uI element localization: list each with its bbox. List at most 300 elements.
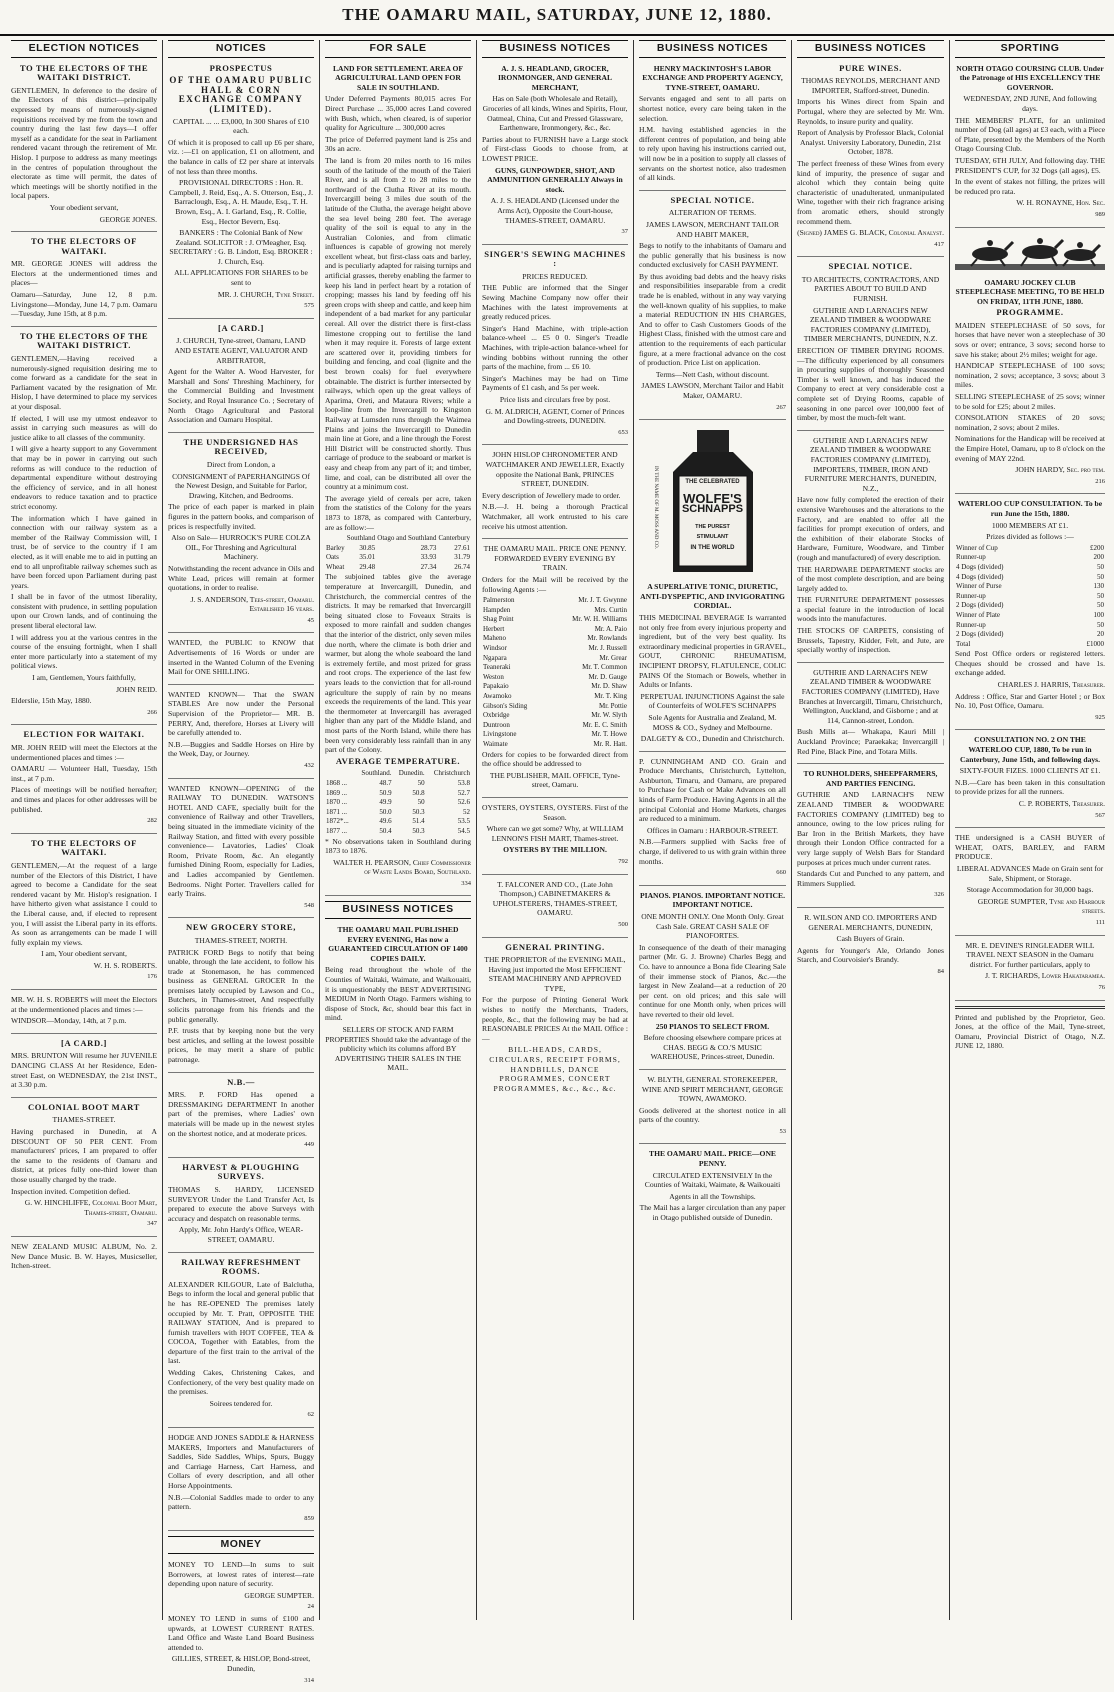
advert xyxy=(168,923,314,1072)
advert xyxy=(168,1258,314,1429)
table-cell: Windsor xyxy=(483,644,507,653)
advert-text: MR. JOHN REID will meet the Electors at the undermentioned places and times :— xyxy=(11,743,157,762)
advert-text: The average yield of cereals per acre, taken from the statistics of the Colony for the years 1873 to 1878, as compared with Canterbury, are as follow:— xyxy=(325,493,471,532)
table-cell: 53.5 xyxy=(457,817,470,826)
advert-signature: JAMES LAWSON, Merchant Tailor and Habit Maker, OAMARU. xyxy=(641,381,784,400)
advert xyxy=(168,784,314,919)
table-cell: 50 xyxy=(417,778,425,787)
advert xyxy=(482,803,628,875)
advert-text: BANKERS : The Colonial Bank of New Zealand. SOLICITOR : J. O'Meagher, Esq. SECRETARY : G. B. Lindott, Esq. BROKER : J. Church, Esq. xyxy=(169,228,313,266)
advert-text: CONSIGNMENT of PAPERHANGINGS Of the Newest Design, and Suitable for Parlor, Drawing, Kitchen, and Bedrooms. xyxy=(172,471,310,500)
table-cell: Runner-up xyxy=(956,620,986,629)
agent-row xyxy=(482,644,628,654)
advert-text: I will give a hearty support to any Government that may be in power in carrying out such reforms as will conduce to the reduction of departmental expenditure without destroying the efficiency of service, and in all honest endeavors to reduce taxation and to practice strict economy. xyxy=(11,444,157,511)
table-row xyxy=(325,808,471,818)
table-cell: Palmerston xyxy=(483,596,515,605)
advert-text: WANTED KNOWN— That the SWAN STABLES Are now under the Personal Supervision of the Proprietor— MR. B. PERRY, And, therefore, Horses at Livery will be carefully attended to. xyxy=(168,689,314,738)
section-header-money: MONEY xyxy=(168,1536,314,1554)
advert xyxy=(482,450,628,539)
table-cell: 30.85 xyxy=(359,543,376,552)
yield-table xyxy=(325,534,471,572)
advert-text: MR. GEORGE JONES will address the Electors at the undermentioned times and places— xyxy=(11,259,157,288)
advert-text: WINDSOR—Monday, 14th, at 7 p.m. xyxy=(11,1016,127,1026)
advert xyxy=(639,582,786,752)
advert-text: N.B.—Farmers supplied with Sacks free of charge, if delivered to us with grain within three months. xyxy=(639,837,786,866)
advert-text: Every description of Jewellery made to order. xyxy=(482,490,621,500)
advert-number: 176 xyxy=(147,973,157,981)
advert-text: The land is from 20 miles north to 16 miles south of the latitude of the mouth of the Taieri River, and is all from 2 to 28 miles to the northward of the Clutha River at its mouth. Invercargill being 3 miles due south of the latitude of the Clutha, the average height above the sea level being 280 feet. The average quality of the soil is equal to any in the Australian Colonies, and from climatic influences is capable of growing not merely excellent wheat, but first-class oats and barley, and is peculiarly adapted for raising turnips and artificial grasses, thereby enabling the farmer to keep his land in perfect heart by a rotation of cropping; masses his land by feeding off his green crops with sheep and cattle, and keep him independent of a bad market for any particular cereal. All over the district there is first-class limestone cropping out to fertilise the land when it may require it. Forests of large extent are scattered over it, providing timbers for building and fencing, and coal (lignite and the best brown coals) for fuel everywhere obtainable. The district is further intersected by railways, which open up the great valleys of Aparima, Oreti, and Mataura Rivers; while a loop-line from the Invercargill to Kingston Railway at Lumsden runs through the Waimea Plains and joins the Invercargill to Dunedin main line at Gore, and a line through the Forest Hill District will be constructed shortly. Thus carriage of produce to the seaboard or market is easy and cheap from any part of it; and timber, lime, and coal, can be distributed all over the country at a minimum cost. xyxy=(325,155,471,492)
table-cell: 50.3 xyxy=(412,826,425,835)
table-cell: 4 Dogs (divided) xyxy=(956,572,1004,581)
advert-number: 792 xyxy=(618,857,628,865)
advert-text: MRS. BRUNTON Will resume her JUVENILE DANCING CLASS At her Residence, Eden-street East, on WEDNESDAY, the 21st INST., at 3.30 p.m. xyxy=(11,1051,157,1090)
advert xyxy=(168,1078,314,1158)
advert-heading: GENERAL PRINTING. xyxy=(505,941,605,952)
advert xyxy=(168,64,314,319)
printer-imprint: Printed and published by the Proprietor, Geo. Jones, at the office of the Mail, Tyne-street, Oamaru, Provincial District of Otago, N.Z. JUNE 12, 1880. xyxy=(955,1012,1105,1051)
advert xyxy=(482,250,628,446)
advert-text: In consequence of the death of their managing partner (Mr. G. J. Browne) Charles Begg and Co. have to announce a Bona fide Clearing Sale of their immense stock of Pianos, &c.—the largest in New Zealand—at a reduction of 20 per cent. on old prices; and this sale will continue for one Month only, when prices will have reverted to their old level. xyxy=(639,942,786,1019)
advert xyxy=(639,196,786,420)
advert-text: Bush Mills at— Whakapa, Kauri Mill | Auckland Province; Paraekaka; Invercargill | Red Pine, Black Pine, and Totara Mills. xyxy=(797,727,944,756)
advert xyxy=(168,1163,314,1253)
advert-text: THE OAMARU MAIL. PRICE ONE PENNY. FORWARDED EVERY EVENING BY TRAIN. xyxy=(483,544,627,573)
advert-number: 266 xyxy=(147,708,157,716)
advert-text: THE OAMARU MAIL. PRICE—ONE PENNY. xyxy=(649,1149,776,1169)
masthead xyxy=(0,0,1114,36)
advert-text: The price of Deferred payment land is 25s and 30s an acre. xyxy=(325,134,471,154)
advert-text: PIANOS. PIANOS. IMPORTANT NOTICE. IMPORTANT NOTICE. xyxy=(639,890,785,910)
table-cell: Mr. D. Shaw xyxy=(591,682,627,691)
table-cell: 1869 ... xyxy=(326,788,347,797)
table-cell: 50.4 xyxy=(379,826,392,835)
advert-text: ONE MONTH ONLY. One Month Only. Great Cash Sale. GREAT CASH SALE OF PIANOFORTES. xyxy=(641,912,784,941)
advert-text: GUTHRIE AND LARNACH'S NEW ZEALAND TIMBER & WOODWARE FACTORIES COMPANY (LIMITED), TIMBER MERCHANTS, DUNEDIN, N.Z. xyxy=(803,305,938,344)
advert xyxy=(482,880,628,938)
advert-number: 432 xyxy=(304,762,314,769)
advert xyxy=(482,943,628,1101)
advert-text: Having purchased in Dunedin, at A DISCOUNT OF 50 PER CENT. From manufacturers' prices, I am prepared to offer the same to the residents of Oamaru and district, at prices fully one-third lower than those usually charged by the trade. xyxy=(11,1127,157,1184)
advert xyxy=(639,1075,786,1145)
advert-text: Nominations for the Handicap will be received at the Empire Hotel, Oamaru, up to 8 o'clock on the evening of MAY 22nd. xyxy=(955,434,1105,463)
advert-text: THE OAMARU MAIL PUBLISHED EVERY EVENING, Has now a GUARANTEED CIRCULATION OF 1400 COPIES DAILY. xyxy=(328,925,468,963)
advert-text: A. J. S. HEADLAND, GROCER, IRONMONGER, AND GENERAL MERCHANT, xyxy=(497,63,613,92)
table-cell: 33.93 xyxy=(420,553,437,562)
advert-text: Your obedient servant, xyxy=(49,202,119,212)
advert-signature: MR. J. CHURCH, Tyne Street. xyxy=(217,289,314,299)
advert-text: Inspection invited. Competition defied. xyxy=(11,1186,131,1196)
bottle-side-text: IN THE NAME OF M. MOSS AND CO. xyxy=(653,466,659,550)
advert xyxy=(325,925,471,1080)
prize-row xyxy=(955,553,1105,563)
table-cell: £1000 xyxy=(1086,639,1104,648)
advert-text: Wedding Cakes, Christening Cakes, and Confectionery, of the very best quality made on the premises. xyxy=(168,1368,314,1397)
table-row xyxy=(325,563,471,573)
advert xyxy=(797,913,944,984)
column-business-2 xyxy=(634,40,792,1620)
advert-text: GENTLEMEN,—At the request of a large number of the Electors of this District, I have agreed to become a Candidate for the seat rendered vacant by Mr. Hislop's resignation. I have hitherto given what assistance I could to the Liberal cause, and, if elected to represent you, I will assist the Liberal party in its efforts. As soon as arrangements can be made I will fully explain my views. xyxy=(11,860,157,947)
table-cell: 4 Dogs (divided) xyxy=(956,562,1004,571)
advert-number: 45 xyxy=(307,616,314,624)
advert-text: I am, Gentlemen, Yours faithfully, xyxy=(32,673,136,683)
table-cell: 52 xyxy=(463,807,470,816)
advert-text: Orders for the Mail will be received by the following Agents :— xyxy=(482,574,628,594)
advert xyxy=(168,324,314,433)
table-cell: Mr. Grear xyxy=(599,653,627,662)
advert-signature: A. J. S. HEADLAND (Licensed under the Arms Act), Opposite the Court-house, THAMES-STREET, OAMARU. xyxy=(490,196,620,225)
prize-row xyxy=(955,640,1105,650)
advert-text: Under Deferred Payments 80,015 acres For Direct Purchase ... 35,000 acres Land covered with Bush, which, when cleared, is of superior quality for Agriculture ... 300,000 acres xyxy=(325,94,471,133)
advert-text: GILLIES, STREET, & HISLOP, Bond-street, Dunedin, xyxy=(171,1654,311,1673)
advert-text: A SUPERLATIVE TONIC, DIURETIC, ANTI-DYSPEPTIC, AND INVIGORATING CORDIAL. xyxy=(640,582,785,611)
table-header-row xyxy=(325,769,471,779)
advert-text: BILL-HEADS, CARDS, CIRCULARS, RECEIPT FORMS, HANDBILLS, DANCE PROGRAMMES, CONCERT PROGRAMMES, &c., &c., &c. xyxy=(489,1045,621,1093)
column-header: SPORTING xyxy=(955,40,1105,58)
advert-text: I am, Your obedient servant, xyxy=(41,949,127,959)
horses-icon xyxy=(955,234,1105,272)
advert-text: * No observations taken in Southland during 1873 to 1876. xyxy=(325,836,471,856)
advert xyxy=(11,237,157,327)
advert-text: Agents for Younger's Ale, Orlando Jones Starch, and Courvoisier's Brandy. xyxy=(797,945,944,965)
advert xyxy=(482,544,628,798)
advert xyxy=(639,1149,786,1229)
advert-heading: SPECIAL NOTICE. xyxy=(670,194,755,205)
advert xyxy=(168,438,314,634)
bottle-label-line: SCHNAPPS xyxy=(681,503,744,516)
divider xyxy=(955,1006,1105,1009)
table-cell: Mr. A. Paio xyxy=(594,624,627,633)
advert-heading: TO THE ELECTORS OF THE WAITAKI DISTRICT. xyxy=(19,62,149,83)
table-cell: Mr. W. Slyth xyxy=(591,711,627,720)
table-row xyxy=(325,817,471,827)
advert-text: Send Post Office orders or registered letters. Cheques should be crossed and have 1s. exchange added. xyxy=(955,649,1105,678)
advert-text: Soirees tendered for. xyxy=(209,1398,273,1408)
column-header: BUSINESS NOTICES xyxy=(482,40,628,58)
advert-text: Apply, Mr. John Hardy's Office, WEAR-STREET, OAMARU. xyxy=(178,1225,304,1244)
advert-text: Price lists and circulars free by post. xyxy=(499,395,611,404)
advert-text: Agents in all the Townships. xyxy=(669,1191,756,1201)
prizes-table xyxy=(955,544,1105,650)
advert-text: TUESDAY, 6TH JULY, And following day. THE PRESIDENT'S CUP, for 32 Dogs (all ages), £5. xyxy=(955,155,1105,175)
table-cell: 50 xyxy=(1097,572,1104,581)
advert-signature: J. S. ANDERSON, Tees-street, Oamaru. Established 16 years. xyxy=(190,594,314,614)
advert xyxy=(955,499,1105,730)
column-header: ELECTION NOTICES xyxy=(11,40,157,58)
advert-heading: HARVEST & PLOUGHING SURVEYS. xyxy=(182,1161,300,1182)
advert-text: Prizes divided as follows :— xyxy=(986,532,1074,542)
advert-signature: GEORGE SUMPTER. xyxy=(244,1590,314,1600)
advert-number: 567 xyxy=(1095,811,1105,819)
advert-text: Places of meetings will be notified hereafter; and times and places for other addresses will be published. xyxy=(11,785,157,814)
advert-number: 859 xyxy=(304,1514,314,1522)
table-cell: 29.48 xyxy=(359,562,376,571)
column-sporting xyxy=(950,40,1110,1620)
advert-text: ALEXANDER KILGOUR, Late of Balclutha, Begs to inform the local and general public that he has RE-OPENED The premises lately occupied by Mr. T. Pratt, OPPOSITE THE RAILWAY STATION, And is prepared to furnish travellers with HOT COFFEE, TEA & COCOA, Together with Eatables, from the departure of the first train to the arrival of the last. xyxy=(168,1279,314,1366)
table-cell: Wheat xyxy=(326,562,345,571)
masthead-title: THE OAMARU MAIL, SATURDAY, JUNE 12, 1880. xyxy=(342,5,772,24)
advert-signature: G. M. ALDRICH, AGENT, Corner of Princes and Dowling-streets, DUNEDIN. xyxy=(485,406,625,426)
table-cell: 48.7 xyxy=(379,778,392,787)
advert-date: Elderslie, 15th May, 1880. xyxy=(11,696,92,706)
advert-text: MR. W. H. S. ROBERTS will meet the Electors at the undermentioned places and times :— xyxy=(11,995,157,1014)
column-for-sale xyxy=(320,40,477,1620)
table-cell: 52.7 xyxy=(457,788,470,797)
table-cell: Livingstone xyxy=(483,730,517,739)
advert-text: Also on Sale— HURROCK'S PURE COLZA OIL, For Threshing and Agricultural Machinery. xyxy=(171,533,311,562)
advert-text: THE FURNITURE DEPARTMENT possesses a special feature in the introduction of local woods into the manufactures. xyxy=(797,595,944,624)
advert xyxy=(639,891,786,1070)
advert-text: LIBERAL ADVANCES Made on Grain sent for Sale, Shipment, or Storage. xyxy=(956,863,1104,883)
advert-text: JAMES LAWSON, MERCHANT TAILOR AND HABIT MAKER, xyxy=(645,219,780,239)
advert-text: WEDNESDAY, 2ND JUNE, And following days. xyxy=(963,94,1097,113)
advert-text: N.B.—Colonial Saddles made to order to any pattern. xyxy=(168,1492,314,1512)
advert-text: MONEY TO LEND—In sums to suit Borrowers, at lowest rates of interest—rate depending upon nature of security. xyxy=(168,1559,314,1589)
column-notices xyxy=(163,40,320,1684)
advert xyxy=(11,1242,157,1278)
prize-row xyxy=(955,601,1105,611)
advert-text: CIRCULATED EXTENSIVELY In the Counties of Waitaki, Waimate, & Waikouaiti xyxy=(644,1170,781,1190)
table-cell: Runner-up xyxy=(956,553,986,562)
advert-text: Orders for copies to be forwarded direct from the office should be addressed to xyxy=(482,749,628,769)
table-cell: 50 xyxy=(1097,620,1104,629)
advert xyxy=(955,941,1105,1001)
table-cell: 1870 ... xyxy=(326,798,347,807)
advert-text: Imports his Wines direct from Spain and Portugal, where they are selected by Mr. Wm. Reynolds, to insure purity and quality. xyxy=(797,97,944,126)
advert-text: Direct from London, a xyxy=(206,459,276,469)
table-cell: Shag Point xyxy=(483,615,514,624)
advert-signature: W. H. S. ROBERTS. xyxy=(93,960,157,970)
advert xyxy=(797,262,944,431)
advert-signature: GEORGE JONES. xyxy=(99,214,157,224)
advert-text: HENRY MACKINTOSH'S LABOR EXCHANGE AND PROPERTY AGENCY, TYNE-STREET, OAMARU. xyxy=(642,63,783,92)
column-election-notices xyxy=(6,40,163,1620)
advert-text: ERECTION OF TIMBER DRYING ROOMS.—The difficulty experienced by all consumers in procuring supplies of thoroughly Seasoned Timber is well known, and has induced the Company to erect at very considerable cost a complete set of Drying Rooms, capable of seasoning in one parcel over 100,000 feet of timber, by most the much-felt want. xyxy=(797,346,944,423)
table-cell: Teaneraki xyxy=(483,663,511,672)
advert-heading: [A CARD.] xyxy=(218,322,264,333)
advert xyxy=(797,668,944,764)
advert-heading: TO THE ELECTORS OF WAITAKI. xyxy=(30,236,138,256)
advert-text: THE STOCKS OF CARPETS, consisting of Brussels, Tapestry, Kidder, Felt, and Jute, are specially worthy of inspection. xyxy=(797,626,944,655)
advert-text: GUTHRIE AND LARNACH'S NEW ZEALAND TIMBER & WOODWARE FACTORIES COMPANY (LIMITED), Have Branches at Invercargill, Timaru, Christchurch, Wellington, Auckland, and Gisborne ; and at 114, Cannon-street, London. xyxy=(798,667,943,725)
advert-text: GUTHRIE AND LARNACH'S NEW ZEALAND TIMBER & WOODWARE FACTORIES COMPANY (LIMITED), IMPORTERS, TIMBER, IRON AND FURNITURE MERCHANTS, DUNEDIN, N.Z., xyxy=(804,435,937,493)
table-cell: Mr. Rowlands xyxy=(587,634,627,643)
agent-row xyxy=(482,634,628,644)
table-cell: Southland. xyxy=(361,769,392,778)
advert xyxy=(639,64,786,191)
agent-row xyxy=(482,663,628,673)
table-cell: Winner of Cup xyxy=(956,543,998,552)
advert-text: Report of Analysis by Professor Black, Colonial Analyst. University Laboratory, Dunedin, 21st October, 1878. xyxy=(797,128,944,157)
advert-heading: PURE WINES. xyxy=(839,62,902,73)
advert-text: MONEY TO LEND in sums of £100 and upwards, at LOWEST CURRENT RATES. Land Office and Waste Land Board Business attended to. xyxy=(168,1613,314,1652)
agent-row xyxy=(482,711,628,721)
advert xyxy=(955,833,1105,935)
advert-number: 53 xyxy=(779,1127,786,1135)
advert-number: 62 xyxy=(307,1411,314,1419)
advert-text: 1000 MEMBERS AT £1. xyxy=(991,520,1069,530)
advert-text: CONSOLATION STAKES of 20 sovs; nomination, 2 sovs; about 2 miles. xyxy=(955,413,1105,432)
advert-text: The price of each paper is marked in plain figures in the pattern books, and comparison of prices is respectfully invited. xyxy=(168,502,314,531)
agents-table xyxy=(482,596,628,750)
advert-number: 216 xyxy=(1095,477,1105,485)
table-cell: 28.73 xyxy=(420,543,437,552)
advert xyxy=(325,64,471,897)
table-cell: Oats xyxy=(326,553,339,562)
table-cell: 100 xyxy=(1093,610,1104,619)
advert-number: 24 xyxy=(307,1603,314,1611)
table-cell: Mr. Pottie xyxy=(598,701,627,710)
advert-number: 449 xyxy=(304,1141,314,1149)
advert-text: OAMARU — Volunteer Hall, Tuesday, 15th inst., at 7 p.m. xyxy=(11,764,157,783)
table-row xyxy=(325,553,471,563)
advert-heading: N.B.— xyxy=(227,1076,255,1087)
advert xyxy=(11,1039,157,1098)
advert-text: GENTLEMEN, In deference to the desire of the Electors of this district—principally expressed by means of numerously-signed requisitions received by me from the town and country during the last few days—I offer myself as a candidate for the seat in Parliament rendered vacant through the retirement of Mr. Hislop. I purpose to address as many meetings in the centres of population throughout the electorate as time will permit, the dates of which meetings will be shortly notified in the local papers. xyxy=(11,85,157,201)
advert-text: OAMARU JOCKEY CLUB STEEPLECHASE MEETING, TO BE HELD ON FRIDAY, 11TH JUNE, 1880. xyxy=(955,277,1105,306)
table-cell: Waimate xyxy=(483,740,508,748)
table-cell: 1868 ... xyxy=(326,778,347,787)
advert-text: R. WILSON AND CO. IMPORTERS AND GENERAL MERCHANTS, DUNEDIN, xyxy=(804,912,937,932)
table-cell: Weston xyxy=(483,672,504,681)
table-cell: Runner-up xyxy=(956,591,986,600)
table-row xyxy=(325,544,471,554)
advert-text: Of which it is proposed to call up £6 per share, viz. :—£1 on application, £1 on allotment, and the balance in calls of £2 per share at intervals of not less than three months. xyxy=(168,137,314,176)
advert-text: PROVISIONAL DIRECTORS : Hon. R. Campbell, J. Reid, Esq., A. S. Otterson, Esq., J. Barraclough, Esq., A. H. Maude, Esq., T. H. Brown, Esq., A. I. Garland, Esq., R. Collie, Esq., Hector Bevern, Esq. xyxy=(168,178,314,226)
advert-number: 37 xyxy=(621,228,628,236)
advert xyxy=(168,690,314,779)
advert-text: THOMAS S. HARDY, LICENSED SURVEYOR Under the Land Transfer Act, Is prepared to execute the above Surveys with accuracy and despatch on reasonable terms. xyxy=(168,1184,314,1223)
advert-text: MAIDEN STEEPLECHASE of 50 sovs, for horses that have never won a steeplechase of 30 sovs or over; entrance, 3 sovs; second horse to save his stake; about 2½ miles; weight for age. xyxy=(955,320,1105,359)
advert-text: Parties about to FURNISH have a Large stock of First-class Goods to choose from, at LOWEST PRICE. xyxy=(482,134,628,163)
table-cell: 50.3 xyxy=(412,807,425,816)
advert-number: 314 xyxy=(304,1676,314,1684)
advert-text: P. CUNNINGHAM AND CO. Grain and Produce Merchants, Christchurch, Lyttelton, Ashburton, Timaru, and Oamaru, are prepared to Purchase for Cash or Make Advances on all kinds of Farm Produce. Having Agents in all the principal Colonial and Home Markets, charges are reduced to a minimum. xyxy=(639,756,787,824)
advert-text: Standards Cut and Punched to any pattern, and Rimmers Supplied. xyxy=(797,869,944,888)
table-cell: 50.0 xyxy=(379,807,392,816)
column-header: BUSINESS NOTICES xyxy=(639,40,786,58)
table-row xyxy=(325,798,471,808)
advert-text: OYSTERS, OYSTERS, OYSTERS. First of the Season. xyxy=(482,802,628,822)
table-cell: 27.61 xyxy=(454,543,470,552)
advert-text: MRS. P. FORD Has opened a DRESSMAKING DEPARTMENT In another part of the premises, where Ladies' own materials will be made up in the newest styles on the shortest notice, and at moderate prices. xyxy=(168,1090,314,1138)
advert-text: P.F. trusts that by keeping none but the very best articles, and selling at the lowest possible prices, he may merit a share of public patronage. xyxy=(168,1026,314,1065)
table-cell: 27.34 xyxy=(420,562,437,571)
agent-row xyxy=(482,730,628,740)
table-cell: Duntroon xyxy=(483,720,510,729)
advert-text: Before choosing elsewhere compare prices at CHAS. BEGG & CO.'S MUSIC WAREHOUSE, Princes-street, Dunedin. xyxy=(643,1033,782,1062)
table-cell: Mr. W. H. Williams xyxy=(572,615,627,624)
table-cell: Canterbury xyxy=(438,534,470,543)
advert-text: Being read throughout the whole of the Counties of Waitaki, Waimate, and Waikouaiti, it is unquestionably the BEST ADVERTISING MEDIUM in North Otago. Farmers wishing to dispose of Stock, &c, should bear this fact in mind. xyxy=(325,965,471,1023)
advert-signature: W. H. RONAYNE, Hon. Sec. xyxy=(1016,198,1105,208)
agent-row xyxy=(482,682,628,692)
prize-row xyxy=(955,544,1105,554)
table-cell: 54.5 xyxy=(457,826,470,835)
advert-text: Terms—Nett Cash, without discount. xyxy=(655,369,770,379)
table-cell: 1872*... xyxy=(326,817,349,826)
advert-text: Notwithstanding the recent advance in Oils and White Lead, prices will remain at former quotations, in order to realise. xyxy=(168,563,314,593)
table-cell: Mr. J. Russell xyxy=(588,644,627,653)
column-header: NOTICES xyxy=(168,40,314,58)
table-cell: Southland xyxy=(346,534,376,543)
table-cell: Herbert xyxy=(483,624,505,633)
table-cell: Mr. E. C. Smith xyxy=(582,720,627,729)
table-cell: Winner of Purse xyxy=(956,582,1002,591)
advert-text: WANTED, the PUBLIC to KNOW that Advertisements of 16 Words or under are inserted in the Wanted Column of the Evening Mail for ONE SHILLING. xyxy=(168,638,314,677)
advert-text: OYSTERS BY THE MILLION. xyxy=(503,845,607,855)
advert-text: Have now fully completed the erection of their extensive Warehouses and the alterations to the Factory, and are enabled to offer all the facilities for prompt execution of orders, and the exhibition of their elaborate Stocks of Hardware, Furniture, Woodware, and Timber (rough and manufactured) of every description. xyxy=(797,495,944,562)
advert-heading: [A CARD.] xyxy=(61,1037,107,1048)
advert-text: Singer's Machines may be had on Time Payments of £1 cash, and 5s per week. xyxy=(482,373,628,393)
table-cell: 130 xyxy=(1093,582,1104,591)
advert xyxy=(955,64,1105,228)
advert xyxy=(168,1433,314,1531)
advert xyxy=(955,735,1105,828)
advert xyxy=(11,64,157,233)
advert-text: Agent for the Walter A. Wood Harvester, for Marshall and Sons' Threshing Machinery, for the Commercial Building and Investment Society, and Royal Insurance Co. ; Secretary of North Otago Agricultural and Pastoral Association and Oamaru Hospital. xyxy=(168,367,314,425)
advert-heading: PROGRAMME. xyxy=(996,307,1064,318)
advert-text: THE MEMBERS' PLATE, for an unlimited number of Dog (all ages) at £3 each, with a Piece of Plate, presented by the Members of the North Otago Coursing Club. xyxy=(955,115,1105,154)
advert-text: Has on Sale (both Wholesale and Retail), Groceries of all kinds, Wines and Spirits, Flour, Oatmeal, China, Cut and Pressed Glassware, Earthenware, Ironmongery, &c., &c. xyxy=(482,94,628,133)
advert-text: THE undersigned is a CASH BUYER of WHEAT, OATS, BARLEY, and FARM PRODUCE. xyxy=(955,833,1105,862)
advert-text: GENTLEMEN,—Having received a numerously-signed requisition desiring me to come forward as a candidate for the seat in Parliament vacated by the resignation of Mr. Hislop, I have determined to place my services at your disposal. xyxy=(11,354,157,411)
advert xyxy=(11,839,157,990)
advert-number: 575 xyxy=(304,302,314,310)
table-cell: Total xyxy=(956,639,971,648)
table-cell: Awamoko xyxy=(483,692,512,701)
table-cell: 49.9 xyxy=(379,798,392,807)
advert-number: 76 xyxy=(1098,983,1105,991)
table-cell: 2 Dogs (divided) xyxy=(956,601,1004,610)
advert-text: Cash Buyers of Grain. xyxy=(836,934,905,944)
advert-text: CAPITAL ... ... £3,000, In 300 Shares of £10 each. xyxy=(172,116,310,136)
advert-number: 548 xyxy=(304,901,314,909)
advert-text: THAMES-STREET, NORTH. xyxy=(194,935,288,945)
advert-heading: TO THE ELECTORS OF WAITAKI. xyxy=(30,837,138,858)
schnapps-bottle-illustration xyxy=(653,426,773,576)
advert-heading: RAILWAY REFRESHMENT ROOMS. xyxy=(181,1256,301,1277)
advert-text: SELLERS OF STOCK AND FARM PROPERTIES Should take the advantage of the publicity which its columns afford BY ADVERTISING THEIR SALES IN THE MAIL. xyxy=(325,1025,471,1073)
advert-text: PRICES REDUCED. xyxy=(522,271,588,281)
advert-number: 347 xyxy=(147,1220,157,1228)
advert-text: THE PROPRIETOR of the EVENING MAIL, Having just imported the Most EFFICIENT STEAM MACHINERY AND APPROVED TYPE, xyxy=(484,955,626,993)
bottle-label-line: THE PUREST STIMULANT xyxy=(695,523,730,540)
advert-text: The Mail has a larger circulation than any paper in Otago published outside of Dunedin. xyxy=(639,1203,786,1223)
advert-heading: COLONIAL BOOT MART xyxy=(27,1101,141,1112)
agent-row xyxy=(482,625,628,635)
advert-number: 326 xyxy=(934,891,944,899)
advert-text: SELLING STEEPLECHASE of 25 sovs; winner to be sold for £25; about 2 miles. xyxy=(955,392,1105,411)
table-cell xyxy=(325,534,346,544)
table-cell: 53.8 xyxy=(457,778,470,787)
table-cell: 50 xyxy=(1097,562,1104,571)
table-cell: 50 xyxy=(1097,591,1104,600)
advert-number: 334 xyxy=(461,879,471,887)
advert-heading: SPECIAL NOTICE. xyxy=(828,261,913,272)
advert-text: The perfect freeness of these Wines from every kind of impurity, the presence of sugar and alcohol which they contain being quite characteristic of unadulterated, unmanipulated Wine, together with their rich fragrance arising from aromatic ethers, should strongly recommend them. xyxy=(797,158,944,226)
advert-text: J. CHURCH, Tyne-street, Oamaru, LAND AND ESTATE AGENT, VALUATOR AND ARBITRATOR, xyxy=(174,336,308,365)
agent-row xyxy=(482,596,628,606)
advert-heading: AVERAGE TEMPERATURE. xyxy=(335,755,461,766)
advert-text: By thus avoiding bad debts and the heavy risks and responsibilities inseparable from a credit trade he is enabled, without in any way varying the well-known quality of his supplies, to make a material REDUCTION IN HIS CHARGES, And to offer to Cash Customers Goods of the Highest Class, finished with the utmost care and attention to the requirements of each particular figure, at a mere fractional advance on the cost of production. Price List on application. xyxy=(639,271,786,368)
advert-text: If elected, I will use my utmost endeavor to assist in carrying such measures as will do justice alike to all classes of the community. xyxy=(11,413,157,442)
column-header: BUSINESS NOTICES xyxy=(797,40,944,58)
advert-signature: C. P. ROBERTS, Treasurer. xyxy=(1018,799,1105,808)
advert-text: WATERLOO CUP CONSULTATION. To be run June the 15th, 1880. xyxy=(957,499,1103,518)
advert-signature: GEORGE SUMPTER, Tyne and Harbour streets. xyxy=(977,896,1105,916)
advert-text: CONSULTATION NO. 2 ON THE WATERLOO CUP, 1880, To be run in Canterbury, June 15th, and following days. xyxy=(959,735,1101,764)
table-cell: Mr. J. T. Gwynne xyxy=(578,596,627,605)
